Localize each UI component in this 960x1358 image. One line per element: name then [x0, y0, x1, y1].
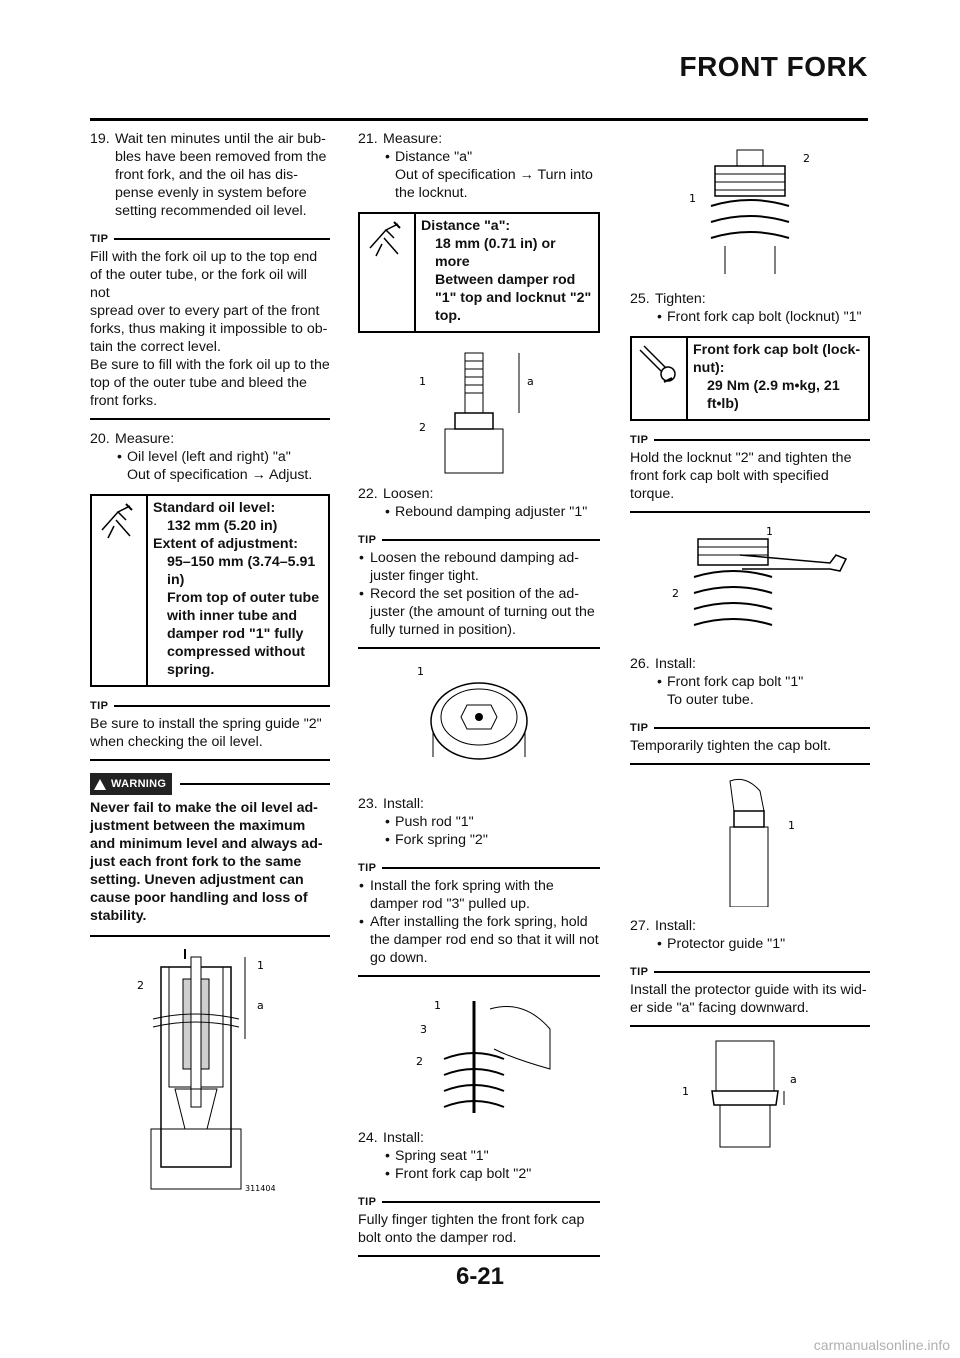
step-title: Install: [655, 918, 697, 934]
text-line: setting recommended oil level. [115, 203, 307, 219]
text-line: er side "a" facing downward. [630, 1000, 809, 1016]
text-line: Never fail to make the oil level ad- [90, 800, 318, 816]
callout-label: 2 [416, 1055, 423, 1068]
bullet-item: • Spring seat "1" [383, 1147, 600, 1165]
spec-value: Between damper rod [435, 272, 576, 288]
bullet-item: • Distance "a" [383, 148, 600, 166]
step-title: Install: [655, 656, 697, 672]
tip-box [90, 232, 330, 420]
tip-box [358, 861, 600, 977]
watermark: carmanualsonline.info [813, 1337, 950, 1353]
step-title: Tighten: [655, 291, 706, 307]
bullet-item: • Front fork cap bolt "1" [655, 673, 870, 691]
cap-bolt-figure [675, 146, 825, 276]
text-line: front fork cap bolt with specified [630, 468, 829, 484]
warning-badge [90, 773, 172, 795]
spec-value: 132 mm (5.20 in) [167, 518, 278, 534]
spec-box [90, 494, 330, 687]
step-number: 20. [90, 431, 110, 447]
figure-code: 311404 [245, 1184, 276, 1193]
step-number: 22. [358, 486, 378, 502]
step-title: Measure: [115, 431, 175, 447]
spec-value: ft•lb) [707, 396, 739, 412]
step-number: 23. [358, 796, 378, 812]
sub-text: Out of specification → Turn into [395, 167, 593, 183]
text-line: fully turned in position). [370, 622, 516, 638]
spec-value: top. [435, 308, 461, 324]
wrench-figure [650, 525, 850, 645]
text-line: setting. Uneven adjustment can [90, 872, 304, 888]
column-3 [630, 130, 870, 1149]
measure-icon [360, 214, 416, 331]
callout-label: 2 [419, 421, 426, 434]
text-line: Fill with the fork oil up to the top end [90, 249, 318, 265]
tip-label: TIP [358, 862, 377, 874]
measure-icon [92, 496, 148, 685]
callout-label: a [790, 1073, 797, 1086]
step-25 [630, 290, 870, 326]
callout-label: 2 [803, 152, 810, 165]
warning-box [90, 775, 330, 937]
spec-value: compressed without [167, 644, 305, 660]
callout-label: 1 [766, 525, 773, 538]
step-20 [90, 430, 330, 484]
text-line: top of the outer tube and bleed the [90, 375, 307, 391]
step-27 [630, 917, 870, 953]
text-line: damper rod "3" pulled up. [370, 896, 530, 912]
spec-value: 95–150 mm (3.74–5.91 [167, 554, 316, 570]
adjuster-figure [409, 661, 549, 781]
callout-label: 1 [417, 665, 424, 678]
text-line: pense evenly in system before [115, 185, 307, 201]
text-line: just each front fork to the same [90, 854, 302, 870]
sub-text: Out of specification → Adjust. [127, 467, 313, 483]
spec-value: with inner tube and [167, 608, 298, 624]
callout-label: 2 [137, 979, 144, 992]
text-line: tain the correct level. [90, 339, 221, 355]
callout-label: 1 [689, 192, 696, 205]
tip-label: TIP [630, 966, 649, 978]
text-line: and minimum level and always ad- [90, 836, 323, 852]
step-title: Loosen: [383, 486, 434, 502]
text-line: Wait ten minutes until the air bub- [115, 131, 326, 147]
warning-icon [94, 779, 106, 790]
bullet-item: • Push rod "1" [383, 813, 600, 831]
text-line: Install the protector guide with its wid- [630, 982, 867, 998]
distance-figure [409, 345, 549, 475]
page-number: 6-21 [455, 1263, 505, 1290]
step-number: 19. [90, 131, 110, 147]
text-line: • Record the set position of the ad- [370, 586, 579, 602]
text-line: Hold the locknut "2" and tighten the [630, 450, 852, 466]
warning-label: WARNING [111, 778, 167, 790]
callout-label: 1 [257, 959, 264, 972]
spring-install-figure [404, 989, 554, 1119]
text-line: bolt onto the damper rod. [358, 1230, 517, 1246]
spec-value: 29 Nm (2.9 m•kg, 21 [707, 378, 840, 394]
tip-label: TIP [630, 434, 649, 446]
tip-label: TIP [358, 534, 377, 546]
callout-label: 1 [682, 1085, 689, 1098]
step-26 [630, 655, 870, 709]
text-line: when checking the oil level. [90, 734, 263, 750]
text-line: juster finger tight. [370, 568, 479, 584]
callout-label: a [527, 375, 534, 388]
callout-label: 1 [434, 999, 441, 1012]
tip-label: TIP [90, 233, 109, 245]
text-line: torque. [630, 486, 675, 502]
text-line: the damper rod end so that it will not [370, 932, 599, 948]
tip-label: TIP [358, 1196, 377, 1208]
callout-label: 3 [420, 1023, 427, 1036]
bullet-item: • Fork spring "2" [383, 831, 600, 849]
page-title: FRONT FORK [679, 51, 868, 82]
tip-box [358, 1195, 600, 1257]
text-line: • After installing the fork spring, hold [370, 914, 588, 930]
callout-label: 1 [419, 375, 426, 388]
spec-label: Standard oil level: [153, 500, 276, 516]
column-2 [358, 130, 600, 1257]
spec-box [358, 212, 600, 333]
step-number: 26. [630, 656, 650, 672]
callout-label: 2 [672, 587, 679, 600]
text-line: of the outer tube, or the fork oil will not [90, 267, 307, 301]
tip-box [630, 721, 870, 765]
step-title: Install: [383, 1130, 425, 1146]
bullet-item: • Rebound damping adjuster "1" [383, 503, 600, 521]
tip-label: TIP [630, 722, 649, 734]
protector-guide-figure [680, 1039, 820, 1149]
step-title: Install: [383, 796, 425, 812]
text-line: juster (the amount of turning out the [370, 604, 595, 620]
text-line: • Install the fork spring with the [370, 878, 554, 894]
column-1 [90, 130, 330, 1199]
spec-value: damper rod "1" fully [167, 626, 304, 642]
spec-label: Front fork cap bolt (lock- [693, 342, 861, 358]
sub-text: To outer tube. [667, 692, 754, 708]
step-number: 24. [358, 1130, 378, 1146]
text-line: Be sure to install the spring guide "2" [90, 716, 322, 732]
text-line: • Loosen the rebound damping ad- [370, 550, 580, 566]
step-21 [358, 130, 600, 202]
spec-value: spring. [167, 662, 215, 678]
tip-box [90, 699, 330, 761]
spec-label: Distance "a": [421, 218, 511, 234]
text-line: cause poor handling and loss of [90, 890, 308, 906]
step-number: 27. [630, 918, 650, 934]
callout-label: a [257, 999, 264, 1012]
spec-label: Extent of adjustment: [153, 536, 299, 552]
text-line: front fork, and the oil has dis- [115, 167, 298, 183]
tip-label: TIP [90, 700, 109, 712]
torque-wrench-icon [632, 338, 688, 419]
spec-value: 18 mm (0.71 in) or more [435, 236, 556, 270]
spec-value: in) [167, 572, 185, 588]
cap-bolt-install-figure [690, 777, 810, 907]
sub-text: the locknut. [395, 185, 468, 201]
tip-box [630, 433, 870, 513]
title-rule [90, 118, 868, 121]
text-line: bles have been removed from the [115, 149, 327, 165]
text-line: forks, thus making it impossible to ob- [90, 321, 328, 337]
step-19 [90, 130, 330, 220]
step-22 [358, 485, 600, 521]
bullet-item: • Front fork cap bolt (locknut) "1" [655, 308, 870, 326]
text-line: justment between the maximum [90, 818, 306, 834]
text-line: front forks. [90, 393, 158, 409]
spec-box [630, 336, 870, 421]
step-23 [358, 795, 600, 849]
bullet-item: • Protector guide "1" [655, 935, 870, 953]
spec-value: From top of outer tube [167, 590, 320, 606]
fork-oil-level-figure [135, 949, 285, 1199]
bullet-item: • Oil level (left and right) "a" [115, 448, 330, 466]
step-24 [358, 1129, 600, 1183]
text-line: Temporarily tighten the cap bolt. [630, 738, 832, 754]
spec-label: nut): [693, 360, 725, 376]
text-line: Be sure to fill with the fork oil up to the [90, 357, 330, 373]
tip-box [358, 533, 600, 649]
step-number: 21. [358, 131, 378, 147]
step-number: 25. [630, 291, 650, 307]
callout-label: 1 [788, 819, 795, 832]
text-line: stability. [90, 908, 147, 924]
bullet-item: • Front fork cap bolt "2" [383, 1165, 600, 1183]
text-line: Fully finger tighten the front fork cap [358, 1212, 585, 1228]
step-title: Measure: [383, 131, 443, 147]
tip-box [630, 965, 870, 1027]
spec-value: "1" top and locknut "2" [435, 290, 592, 306]
text-line: spread over to every part of the front [90, 303, 320, 319]
text-line: go down. [370, 950, 428, 966]
